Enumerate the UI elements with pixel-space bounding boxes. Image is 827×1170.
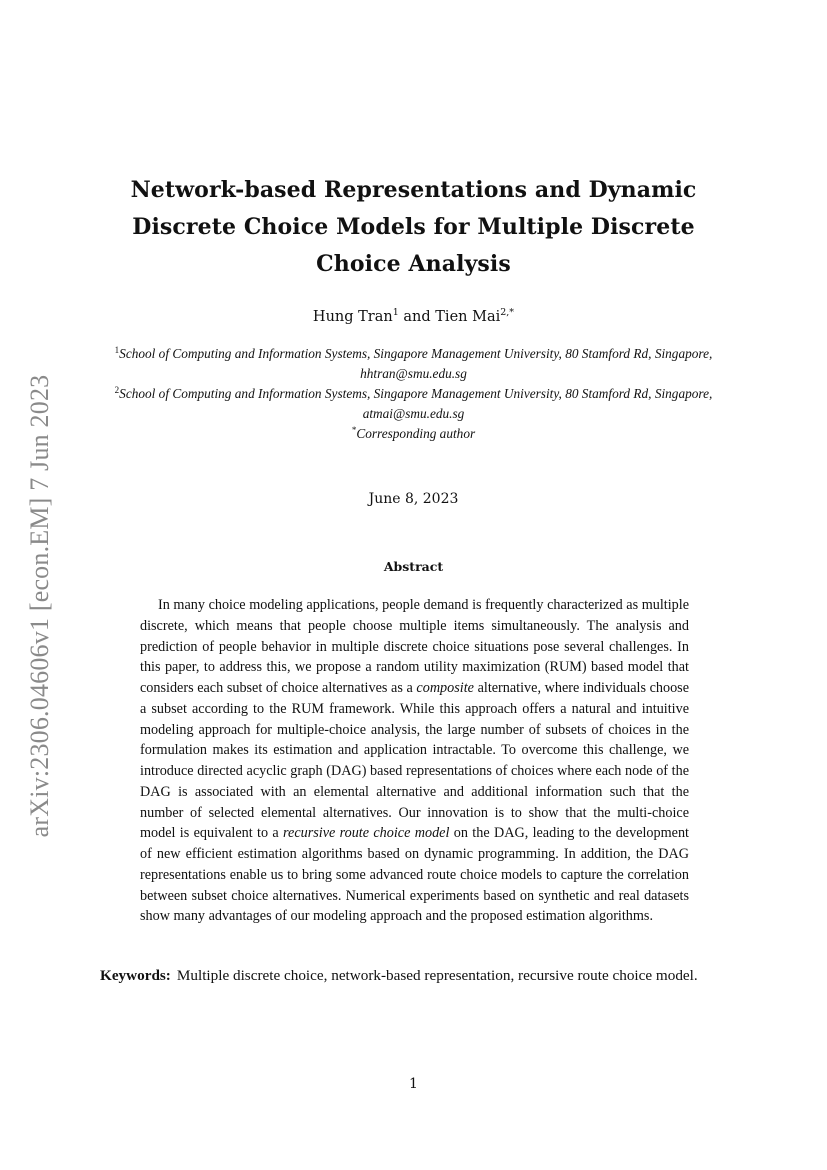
abstract-emphasis: composite xyxy=(416,680,474,696)
author-name: Tien Mai xyxy=(435,309,501,325)
affiliation-mark: 1 xyxy=(114,345,120,355)
author-joiner: and xyxy=(398,309,436,325)
affiliation-mark: 1 xyxy=(392,307,399,318)
abstract-heading: Abstract xyxy=(383,559,444,574)
page-number: 1 xyxy=(409,1076,418,1092)
paper-title: Network-based Representations and Dynamic Discrete Choice Models for Multiple Discrete Choice Analysis xyxy=(130,177,697,277)
affiliation xyxy=(95,384,732,423)
affiliation-mark: 2,* xyxy=(500,307,515,318)
abstract-text: In many choice modeling applications, people demand is frequently characterized as multiple discrete, which means that people choose multiple items simultaneously. The analysis and prediction of people behavior in multiple discrete choice situations pose several challenges. In this paper, to address this, we propose a random utility maximization (RUM) based model that considers each subset of choice alternatives as a xyxy=(140,597,689,696)
keywords-label: Keywords: xyxy=(100,967,171,984)
abstract-text: alternative, where individuals choose a subset according to the RUM framework. While this approach offers a natural and intuitive modeling approach for multiple-choice analysis, the large number of subsets of choices in the formulation makes its estimation and application intractable. To overcome this challenge, we introduce directed acyclic graph (DAG) based representations of choices where each node of the DAG is associated with an elemental alternative and additional information such that the number of selected elemental alternatives. Our innovation is to show that the multi-choice model is equivalent to a xyxy=(140,680,689,842)
affiliation xyxy=(95,424,732,444)
affiliation-text: School of Computing and Information Systems, Singapore Management University, 80 Stamford Rd, Singapore, atmai@smu.edu.sg xyxy=(119,386,713,421)
keywords xyxy=(100,964,728,987)
abstract-body xyxy=(140,595,689,927)
affiliation xyxy=(95,344,732,383)
author-name: Hung Tran xyxy=(312,309,393,325)
abstract-emphasis: recursive route choice model xyxy=(283,825,450,842)
arxiv-identifier-stamp: arXiv:2306.04606v1 [econ.EM] 7 Jun 2023 xyxy=(25,374,54,838)
affiliation-text: School of Computing and Information Systems, Singapore Management University, 80 Stamford Rd, Singapore, hhtran@smu.edu.sg xyxy=(119,346,713,381)
affiliation-mark: 2 xyxy=(114,385,120,395)
author-list xyxy=(0,307,827,327)
publication-date: June 8, 2023 xyxy=(368,491,459,507)
affiliation-text: Corresponding author xyxy=(356,426,476,441)
affiliation-mark: * xyxy=(351,425,357,435)
abstract-text: on the DAG, leading to the development of new efficient estimation algorithms based on dynamic programming. In addition, the DAG representations enable us to bring some advanced route choice models to capture the correlation between subset choice alternatives. Numerical experiments based on synthetic and real datasets show many advantages of our modeling approach and the proposed estimation algorithms. xyxy=(140,825,689,925)
keywords-text: Multiple discrete choice, network-based representation, recursive route choice model. xyxy=(176,967,698,984)
